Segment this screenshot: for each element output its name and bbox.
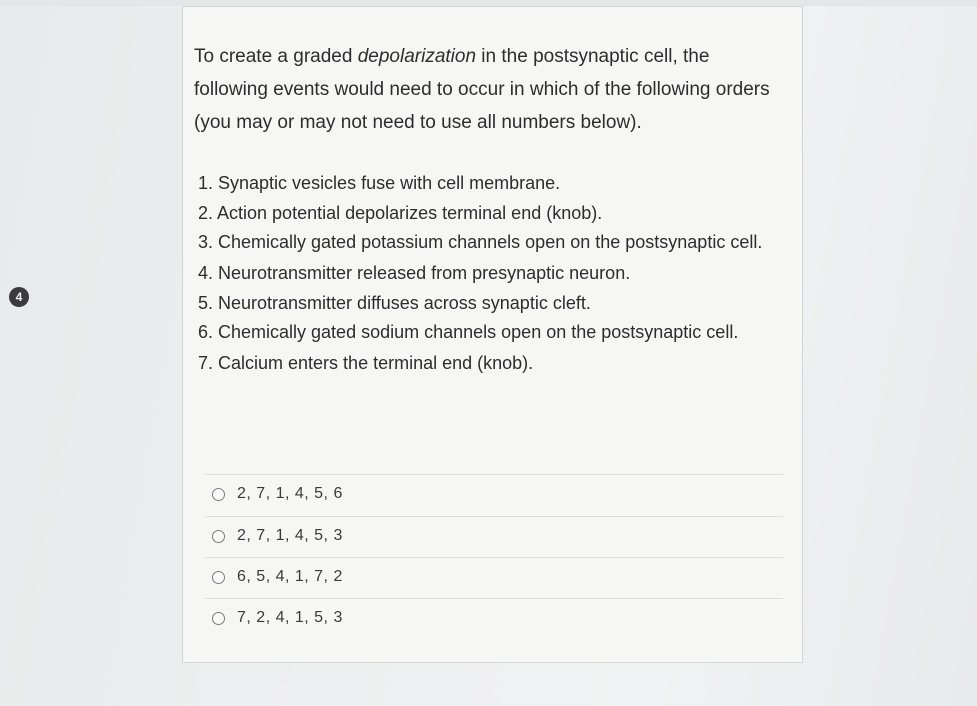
- event-item: 3. Chemically gated potassium channels open on the postsynaptic cell.: [198, 232, 763, 252]
- answer-option-3[interactable]: [212, 568, 343, 586]
- option-divider: [205, 598, 783, 599]
- question-number-badge: [9, 287, 29, 307]
- radio-button-icon[interactable]: [212, 488, 225, 501]
- question-number: 4: [15, 290, 23, 304]
- answer-option-2[interactable]: [212, 527, 343, 545]
- radio-button-icon[interactable]: [212, 571, 225, 584]
- options-divider-top: [205, 474, 783, 475]
- prompt-emphasis: depolarization: [357, 46, 477, 67]
- event-list: [198, 168, 798, 378]
- answer-option-1[interactable]: [212, 485, 343, 503]
- prompt-text-end: in the postsynaptic cell, the following events would need to occur in which of the following orders (you may or may not need to use all numbers below).: [194, 46, 770, 133]
- prompt-text-start: To create a graded: [194, 46, 358, 67]
- answer-option-label: 2, 7, 1, 4, 5, 3: [237, 527, 343, 544]
- answer-option-label: 2, 7, 1, 4, 5, 6: [237, 485, 343, 502]
- event-item: 6. Chemically gated sodium channels open on the postsynaptic cell.: [198, 322, 739, 342]
- event-item: 5. Neurotransmitter diffuses across synaptic cleft.: [198, 293, 591, 313]
- option-divider: [205, 557, 783, 558]
- answer-option-4[interactable]: [212, 609, 343, 627]
- option-divider: [205, 516, 783, 517]
- event-item: 4. Neurotransmitter released from presynaptic neuron.: [198, 263, 631, 283]
- event-item: 2. Action potential depolarizes terminal end (knob).: [198, 203, 603, 223]
- answer-option-label: 6, 5, 4, 1, 7, 2: [237, 568, 343, 585]
- question-prompt: [194, 40, 784, 139]
- event-item: 1. Synaptic vesicles fuse with cell membrane.: [198, 173, 561, 193]
- radio-button-icon[interactable]: [212, 612, 225, 625]
- radio-button-icon[interactable]: [212, 530, 225, 543]
- answer-option-label: 7, 2, 4, 1, 5, 3: [237, 609, 343, 626]
- event-item: 7. Calcium enters the terminal end (knob).: [198, 353, 534, 373]
